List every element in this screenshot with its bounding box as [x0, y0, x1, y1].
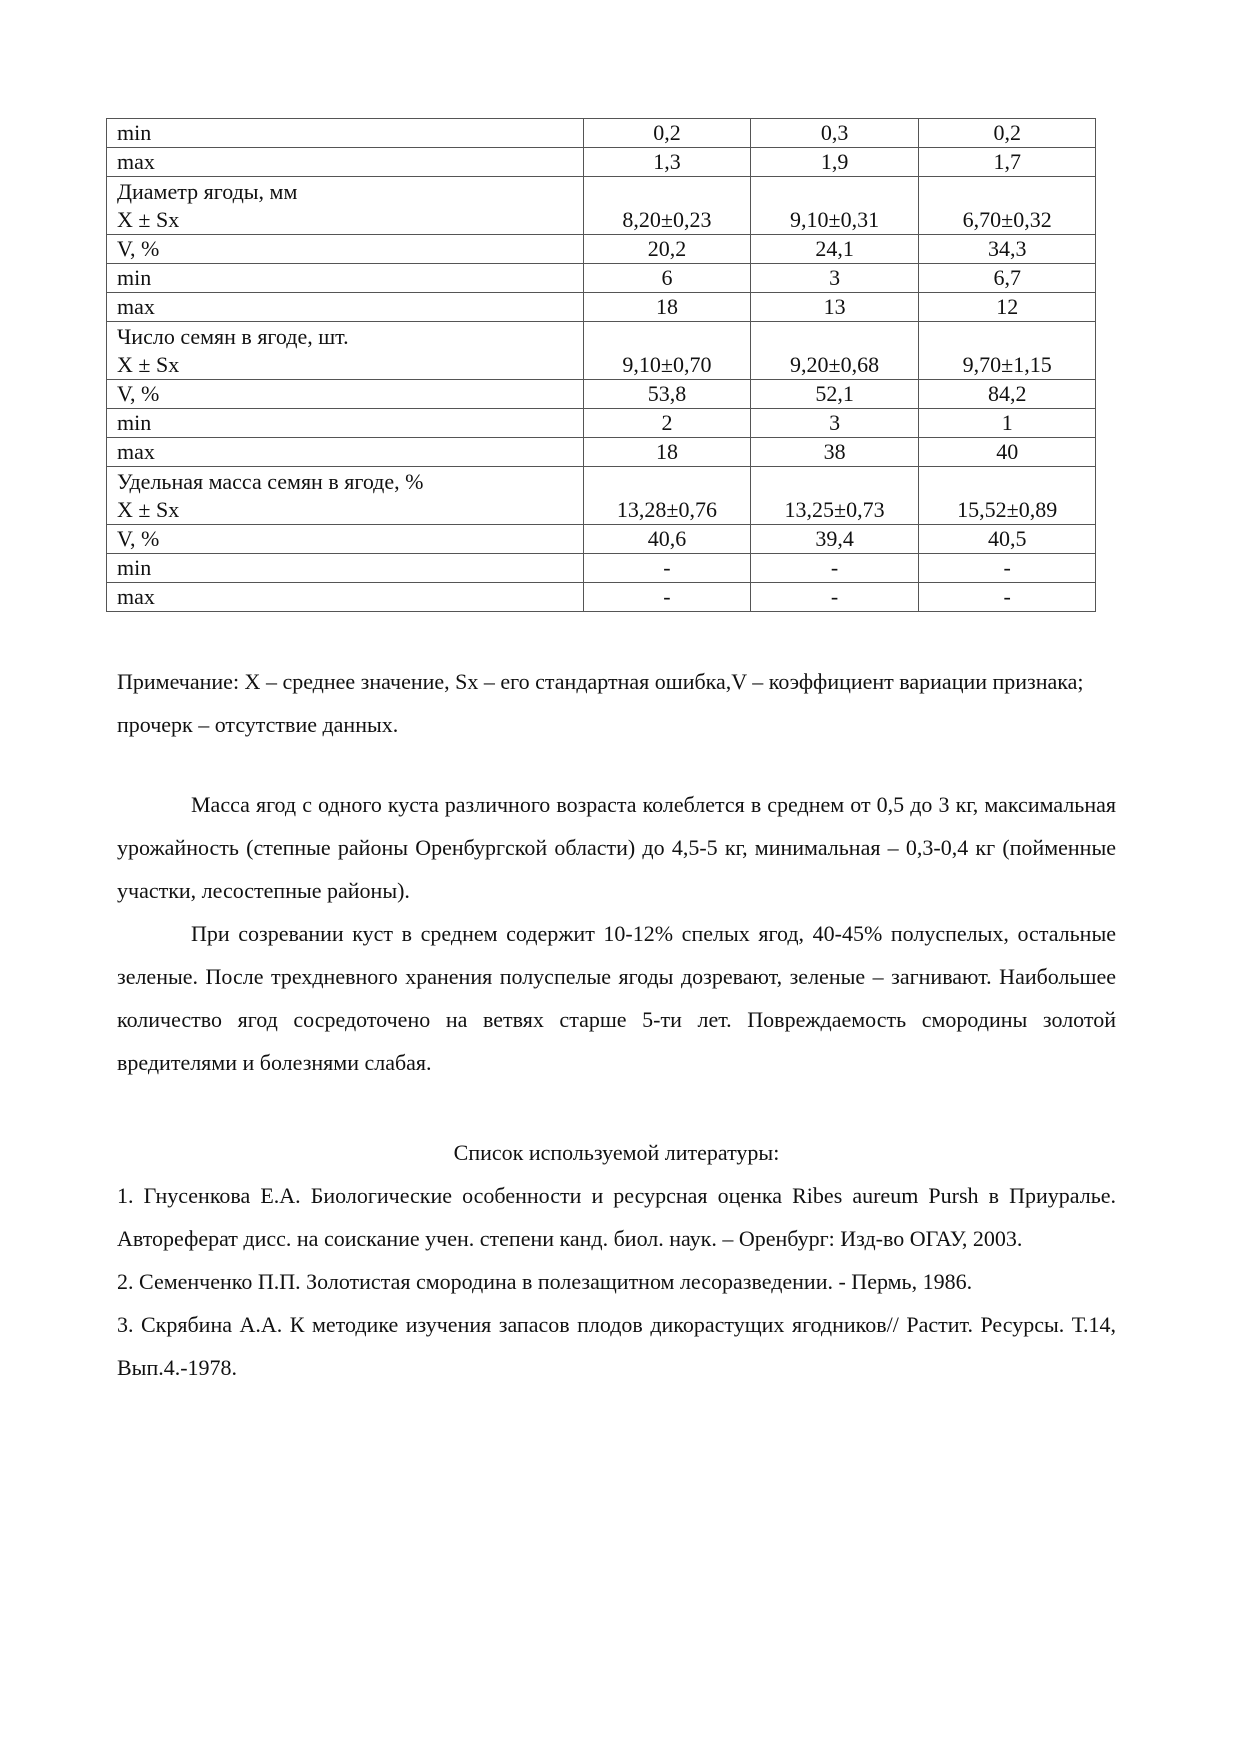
table-row: [107, 554, 1096, 583]
cell-value: -: [750, 554, 919, 583]
table-row: [107, 380, 1096, 409]
note-text: Примечание: X – среднее значение, Sx – его стандартная ошибка,V – коэффициент вариации признака; прочерк – отсутствие данных.: [117, 669, 1084, 737]
row-label: V, %: [107, 235, 584, 264]
row-label: min: [107, 409, 584, 438]
cell-value: 20,2: [584, 235, 751, 264]
cell-value: 40: [919, 438, 1096, 467]
row-label: max: [107, 293, 584, 322]
cell-value: 3: [750, 264, 919, 293]
table-row: [107, 525, 1096, 554]
cell-value: 0,2: [919, 119, 1096, 148]
cell-value: 12: [919, 293, 1096, 322]
row-label-title: Удельная масса семян в ягоде, %: [117, 469, 424, 494]
row-label-title: Число семян в ягоде, шт.: [117, 324, 349, 349]
references-list: [117, 1174, 1116, 1389]
row-label: max: [107, 148, 584, 177]
cell-value: 15,52±0,89: [919, 467, 1096, 525]
cell-value: 9,10±0,31: [750, 177, 919, 235]
cell-value: 2: [584, 409, 751, 438]
row-label: V, %: [107, 525, 584, 554]
cell-value: 39,4: [750, 525, 919, 554]
row-label-sub: X ± Sx: [117, 497, 180, 522]
cell-value: 13,25±0,73: [750, 467, 919, 525]
cell-value: 1,7: [919, 148, 1096, 177]
cell-value: 52,1: [750, 380, 919, 409]
cell-value: -: [919, 554, 1096, 583]
cell-value: 1,9: [750, 148, 919, 177]
table-row: [107, 322, 1096, 380]
row-label: max: [107, 583, 584, 612]
row-label-sub: X ± Sx: [117, 207, 180, 232]
cell-value: 1: [919, 409, 1096, 438]
cell-value: 40,6: [584, 525, 751, 554]
cell-value: 6,70±0,32: [919, 177, 1096, 235]
cell-value: 84,2: [919, 380, 1096, 409]
reference-item: 3. Скрябина А.А. К методике изучения запасов плодов дикорастущих ягодников// Растит. Ресурсы. Т.14, Вып.4.-1978.: [117, 1312, 1116, 1380]
row-label: V, %: [107, 380, 584, 409]
row-label: max: [107, 438, 584, 467]
cell-value: 53,8: [584, 380, 751, 409]
table-row: [107, 177, 1096, 235]
cell-value: -: [919, 583, 1096, 612]
row-label: [107, 467, 584, 525]
cell-value: 34,3: [919, 235, 1096, 264]
table-row: [107, 583, 1096, 612]
reference-item: 2. Семенченко П.П. Золотистая смородина в полезащитном лесоразведении. - Пермь, 1986.: [117, 1269, 973, 1294]
table-row: [107, 119, 1096, 148]
cell-value: 9,20±0,68: [750, 322, 919, 380]
table-note: [117, 660, 1116, 746]
row-label: [107, 177, 584, 235]
cell-value: 1,3: [584, 148, 751, 177]
row-label-title: Диаметр ягоды, мм: [117, 179, 298, 204]
table-row: [107, 467, 1096, 525]
cell-value: 24,1: [750, 235, 919, 264]
row-label: min: [107, 554, 584, 583]
row-label: [107, 322, 584, 380]
cell-value: -: [584, 554, 751, 583]
paragraph: Масса ягод с одного куста различного возраста колеблется в среднем от 0,5 до 3 кг, максимальная урожайность (степные районы Оренбургской области) до 4,5-5 кг, минимальная – 0,3-0,4 кг (пойменные участки, лесостепные районы).: [117, 792, 1116, 903]
cell-value: 18: [584, 293, 751, 322]
row-label-sub: X ± Sx: [117, 352, 180, 377]
table-row: [107, 438, 1096, 467]
cell-value: -: [584, 583, 751, 612]
paragraph: При созревании куст в среднем содержит 10-12% спелых ягод, 40-45% полуспелых, остальные зеленые. После трехдневного хранения полуспелые ягоды дозревают, зеленые – загнивают. Наибольшее количество ягод сосредоточено на ветвях старше 5-ти лет. Повреждаемость смородины золотой вредителями и болезнями слабая.: [117, 921, 1116, 1075]
cell-value: 18: [584, 438, 751, 467]
table-row: [107, 264, 1096, 293]
references-heading: Список используемой литературы:: [453, 1140, 780, 1165]
row-label: min: [107, 264, 584, 293]
cell-value: 38: [750, 438, 919, 467]
body-text: [117, 783, 1116, 1084]
cell-value: 13: [750, 293, 919, 322]
cell-value: 9,10±0,70: [584, 322, 751, 380]
table-row: [107, 293, 1096, 322]
cell-value: 3: [750, 409, 919, 438]
cell-value: 0,2: [584, 119, 751, 148]
cell-value: 6: [584, 264, 751, 293]
cell-value: 8,20±0,23: [584, 177, 751, 235]
cell-value: -: [750, 583, 919, 612]
row-label: min: [107, 119, 584, 148]
cell-value: 0,3: [750, 119, 919, 148]
cell-value: 40,5: [919, 525, 1096, 554]
table-row: [107, 148, 1096, 177]
table-row: [107, 409, 1096, 438]
cell-value: 6,7: [919, 264, 1096, 293]
reference-item: 1. Гнусенкова Е.А. Биологические особенности и ресурсная оценка Ribes aureum Pursh в Приуралье. Автореферат дисс. на соискание учен. степени канд. биол. наук. – Оренбург: Изд-во ОГАУ, 2003.: [117, 1183, 1116, 1251]
cell-value: 13,28±0,76: [584, 467, 751, 525]
table-row: [107, 235, 1096, 264]
cell-value: 9,70±1,15: [919, 322, 1096, 380]
berry-stats-table: [106, 118, 1096, 612]
